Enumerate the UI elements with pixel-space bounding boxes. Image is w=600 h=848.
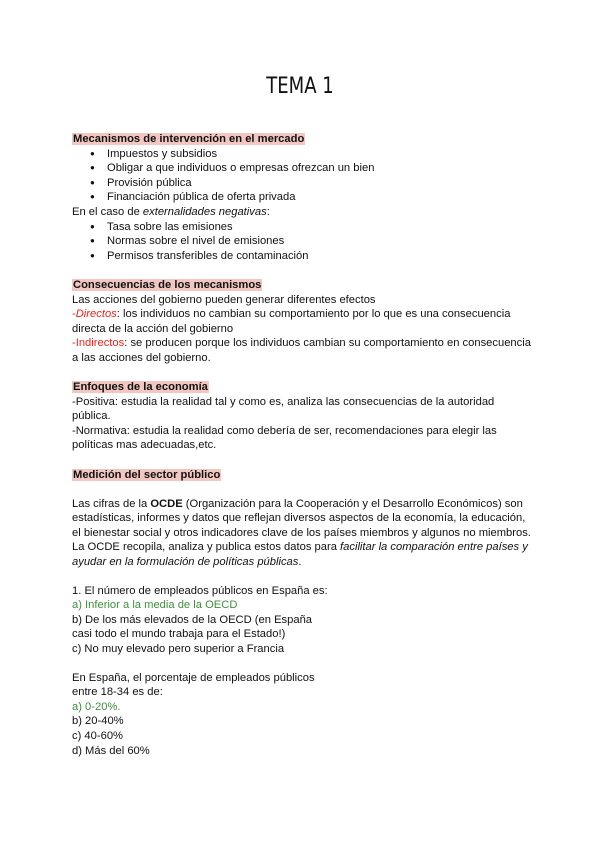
answer-option: b) 20-40% (72, 715, 124, 728)
section-consecuencias (72, 278, 532, 366)
mechanism-list (72, 147, 532, 205)
section-enfoques (72, 380, 532, 453)
answer-option: b) De los más elevados de la OECD (en España (72, 613, 313, 626)
externalities-line: En el caso de externalidades negativas: (72, 205, 270, 218)
consequences-intro: Las acciones del gobierno pueden generar diferentes efectos (72, 293, 376, 306)
answer-option: a) 0-20%. (72, 700, 121, 713)
question-text: En España, el porcentaje de empleados públicos (72, 671, 315, 684)
list-item: ● Tasa sobre las emisiones (107, 220, 532, 235)
section-medicion (72, 468, 532, 758)
section-heading: Enfoques de la economía (73, 381, 208, 393)
list-item: ● Obligar a que individuos o empresas ofrezcan un bien (107, 161, 532, 176)
positive-approach: -Positiva: estudia la realidad tal y como es, analiza las consecuencias de la autoridad pública. (72, 395, 495, 423)
answer-option: c) No muy elevado pero superior a Francia (72, 642, 285, 655)
question-1 (72, 584, 532, 657)
answer-option-continued: casi todo el mundo trabaja para el Estado!) (72, 628, 286, 641)
list-item: ● Impuestos y subsidios (107, 147, 532, 162)
section-mecanismos (72, 132, 532, 263)
list-item: ● Provisión pública (107, 176, 532, 191)
normative-approach: -Normativa: estudia la realidad como debería de ser, recomendaciones para elegir las políticas mas adecuadas,etc. (72, 424, 497, 452)
section-heading: Consecuencias de los mecanismos (73, 279, 262, 291)
externalities-list (72, 220, 532, 264)
section-heading: Medición del sector público (73, 469, 221, 481)
list-item: ● Normas sobre el nivel de emisiones (107, 234, 532, 249)
answer-option: c) 40-60% (72, 729, 123, 742)
section-heading: Mecanismos de intervención en el mercado (73, 133, 305, 145)
answer-option: a) Inferior a la media de la OECD (72, 599, 238, 612)
question-text: 1. El número de empleados públicos en España es: (72, 584, 328, 597)
list-item: ● Financiación pública de oferta privada (107, 190, 532, 205)
list-item: ● Permisos transferibles de contaminación (107, 249, 532, 264)
question-text-continued: entre 18-34 es de: (72, 686, 163, 699)
answer-option: d) Más del 60% (72, 744, 150, 757)
ocde-paragraph: Las cifras de la OCDE (Organización para la Cooperación y el Desarrollo Económicos) son estadísticas, informes y datos que reflejan diversos aspectos de la economía, la educación, el bienestar social y otros indicadores clave de los países miembros y algunos no miembros. La OCDE recopila, analiza y publica estos datos para facilitar la comparación entre países y ayudar en la formulación de políticas públicas. (72, 497, 531, 568)
direct-effects: -Directos: los individuos no cambian su comportamiento por lo que es una consecuencia directa de la acción del gobierno (72, 308, 511, 335)
question-2 (72, 671, 532, 759)
page-title: TEMA 1 (266, 74, 334, 99)
indirect-effects: -Indirectos: se producen porque los individuos cambian su comportamiento en consecuencia a las acciones del gobierno. (72, 337, 531, 364)
